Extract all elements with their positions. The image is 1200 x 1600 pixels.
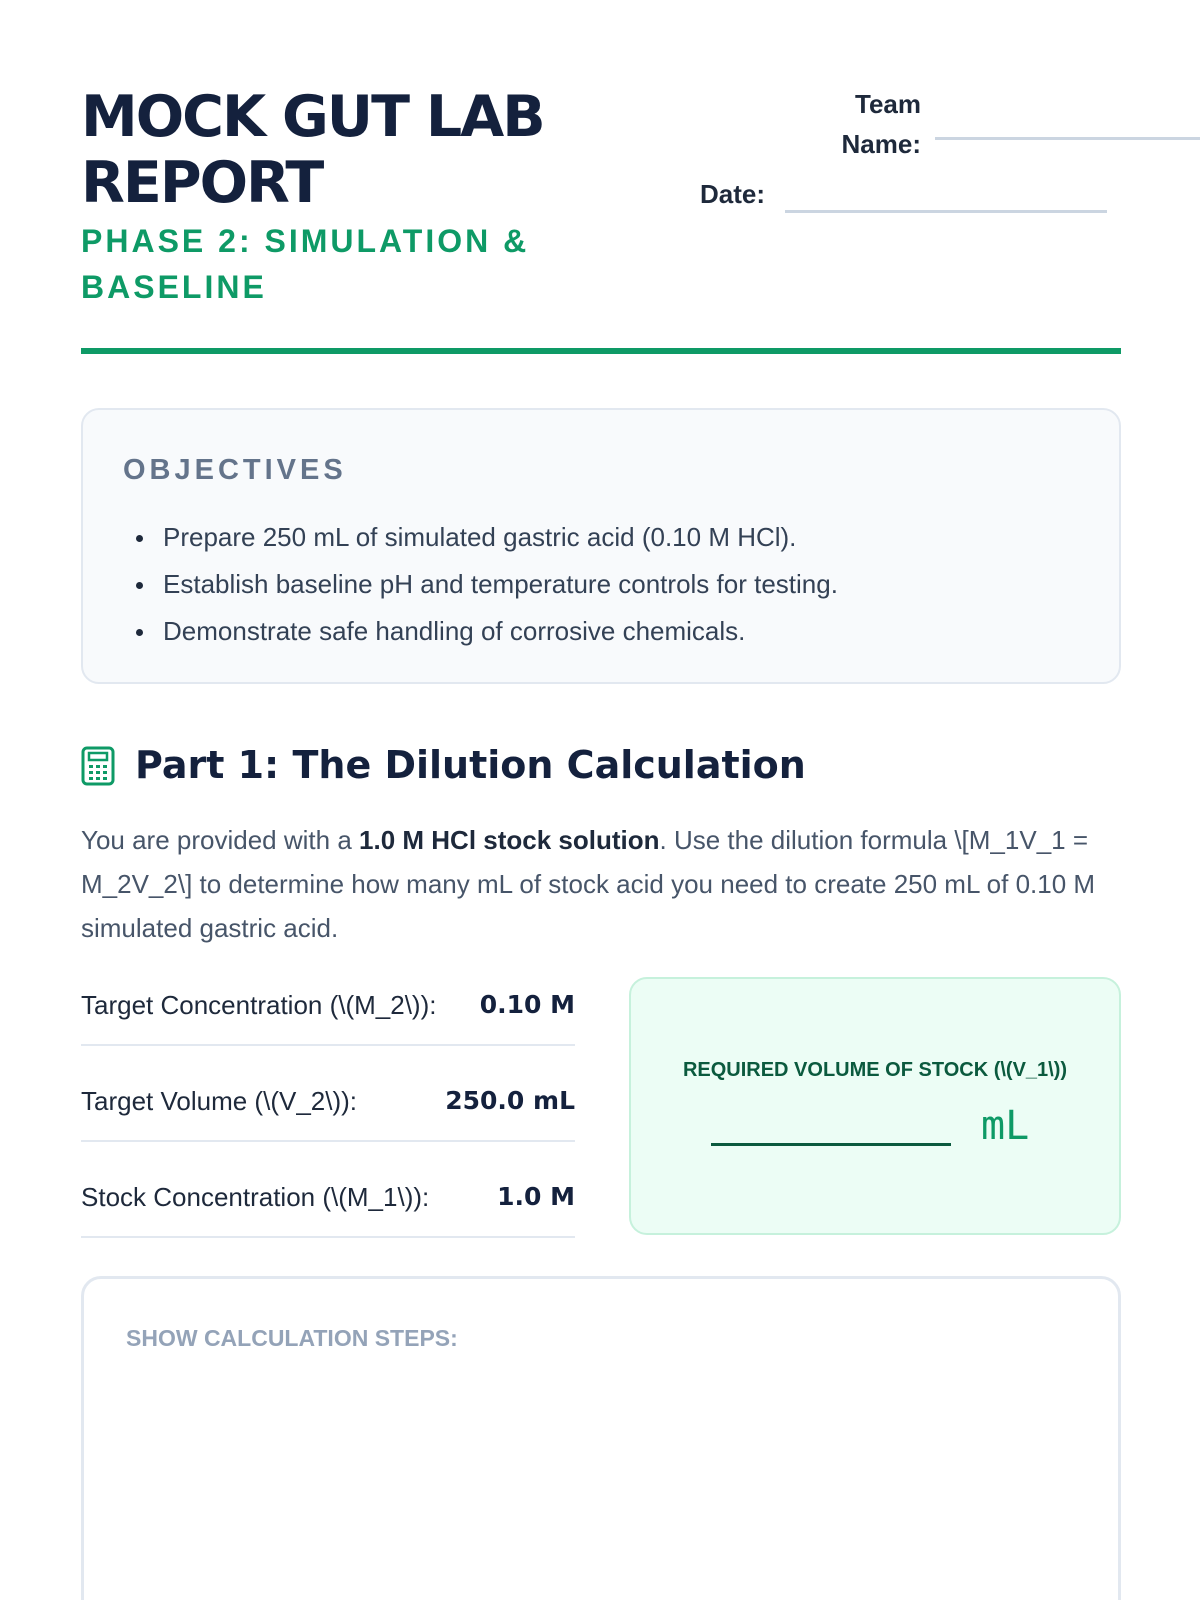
team-name-blank[interactable] bbox=[935, 137, 1200, 140]
param-value: 0.10 M bbox=[479, 990, 575, 1019]
intro-text-end: . Use the dilution formula \[M_1V_1 = M_2V_2\] to determine how many mL of stock acid you need to create 250 mL of 0.10 M simulated gastric acid. bbox=[81, 825, 1096, 943]
objective-item: Demonstrate safe handling of corrosive chemicals. bbox=[123, 608, 838, 655]
page-subtitle bbox=[81, 218, 601, 310]
param-label: Target Concentration (\(M_2\)): bbox=[81, 990, 437, 1020]
intro-text-start: You are provided with a bbox=[81, 825, 360, 855]
intro-text-bold: 1.0 M HCl stock solution bbox=[359, 825, 660, 855]
param-value: 250.0 mL bbox=[445, 1086, 575, 1115]
date-blank[interactable] bbox=[785, 210, 1107, 213]
team-label-line-1: Team bbox=[855, 89, 921, 119]
part1-heading bbox=[81, 740, 1121, 790]
title-line-1: MOCK GUT LAB bbox=[81, 84, 544, 150]
objectives-box bbox=[81, 408, 1121, 684]
subtitle-line-1: PHASE 2: SIMULATION & bbox=[81, 223, 530, 259]
header-divider bbox=[81, 348, 1121, 354]
required-volume-blank[interactable] bbox=[711, 1143, 951, 1146]
param-label: Target Volume (\(V_2\)): bbox=[81, 1086, 357, 1116]
param-row-stock-concentration bbox=[81, 1142, 575, 1238]
objectives-list bbox=[123, 514, 838, 655]
objectives-heading: OBJECTIVES bbox=[123, 454, 347, 486]
date-label: Date: bbox=[700, 179, 766, 209]
objective-item: Prepare 250 mL of simulated gastric acid (0.10 M HCl). bbox=[123, 514, 838, 561]
subtitle-line-2: BASELINE bbox=[81, 269, 267, 305]
calculator-icon bbox=[81, 746, 115, 786]
param-row-target-volume bbox=[81, 1046, 575, 1142]
parameter-list bbox=[81, 980, 575, 1238]
part1-intro bbox=[81, 818, 1121, 950]
required-volume-label: REQUIRED VOLUME OF STOCK (\(V_1\)) bbox=[682, 1059, 1068, 1081]
report-header bbox=[81, 84, 1121, 354]
param-label: Stock Concentration (\(M_1\)): bbox=[81, 1182, 430, 1212]
objective-item: Establish baseline pH and temperature controls for testing. bbox=[123, 561, 838, 608]
calculation-steps-label: SHOW CALCULATION STEPS: bbox=[126, 1325, 458, 1351]
part1-title: Part 1: The Dilution Calculation bbox=[135, 743, 806, 787]
team-name-field[interactable] bbox=[735, 84, 1121, 164]
param-row-target-concentration bbox=[81, 980, 575, 1046]
required-volume-unit: mL bbox=[981, 1103, 1030, 1149]
page-title bbox=[81, 84, 641, 216]
calculation-steps-box[interactable] bbox=[81, 1276, 1121, 1600]
param-value: 1.0 M bbox=[497, 1182, 575, 1211]
required-volume-box bbox=[629, 977, 1121, 1235]
team-label-line-2: Name: bbox=[841, 129, 921, 159]
team-name-label bbox=[735, 84, 921, 164]
title-line-2: REPORT bbox=[81, 150, 323, 216]
